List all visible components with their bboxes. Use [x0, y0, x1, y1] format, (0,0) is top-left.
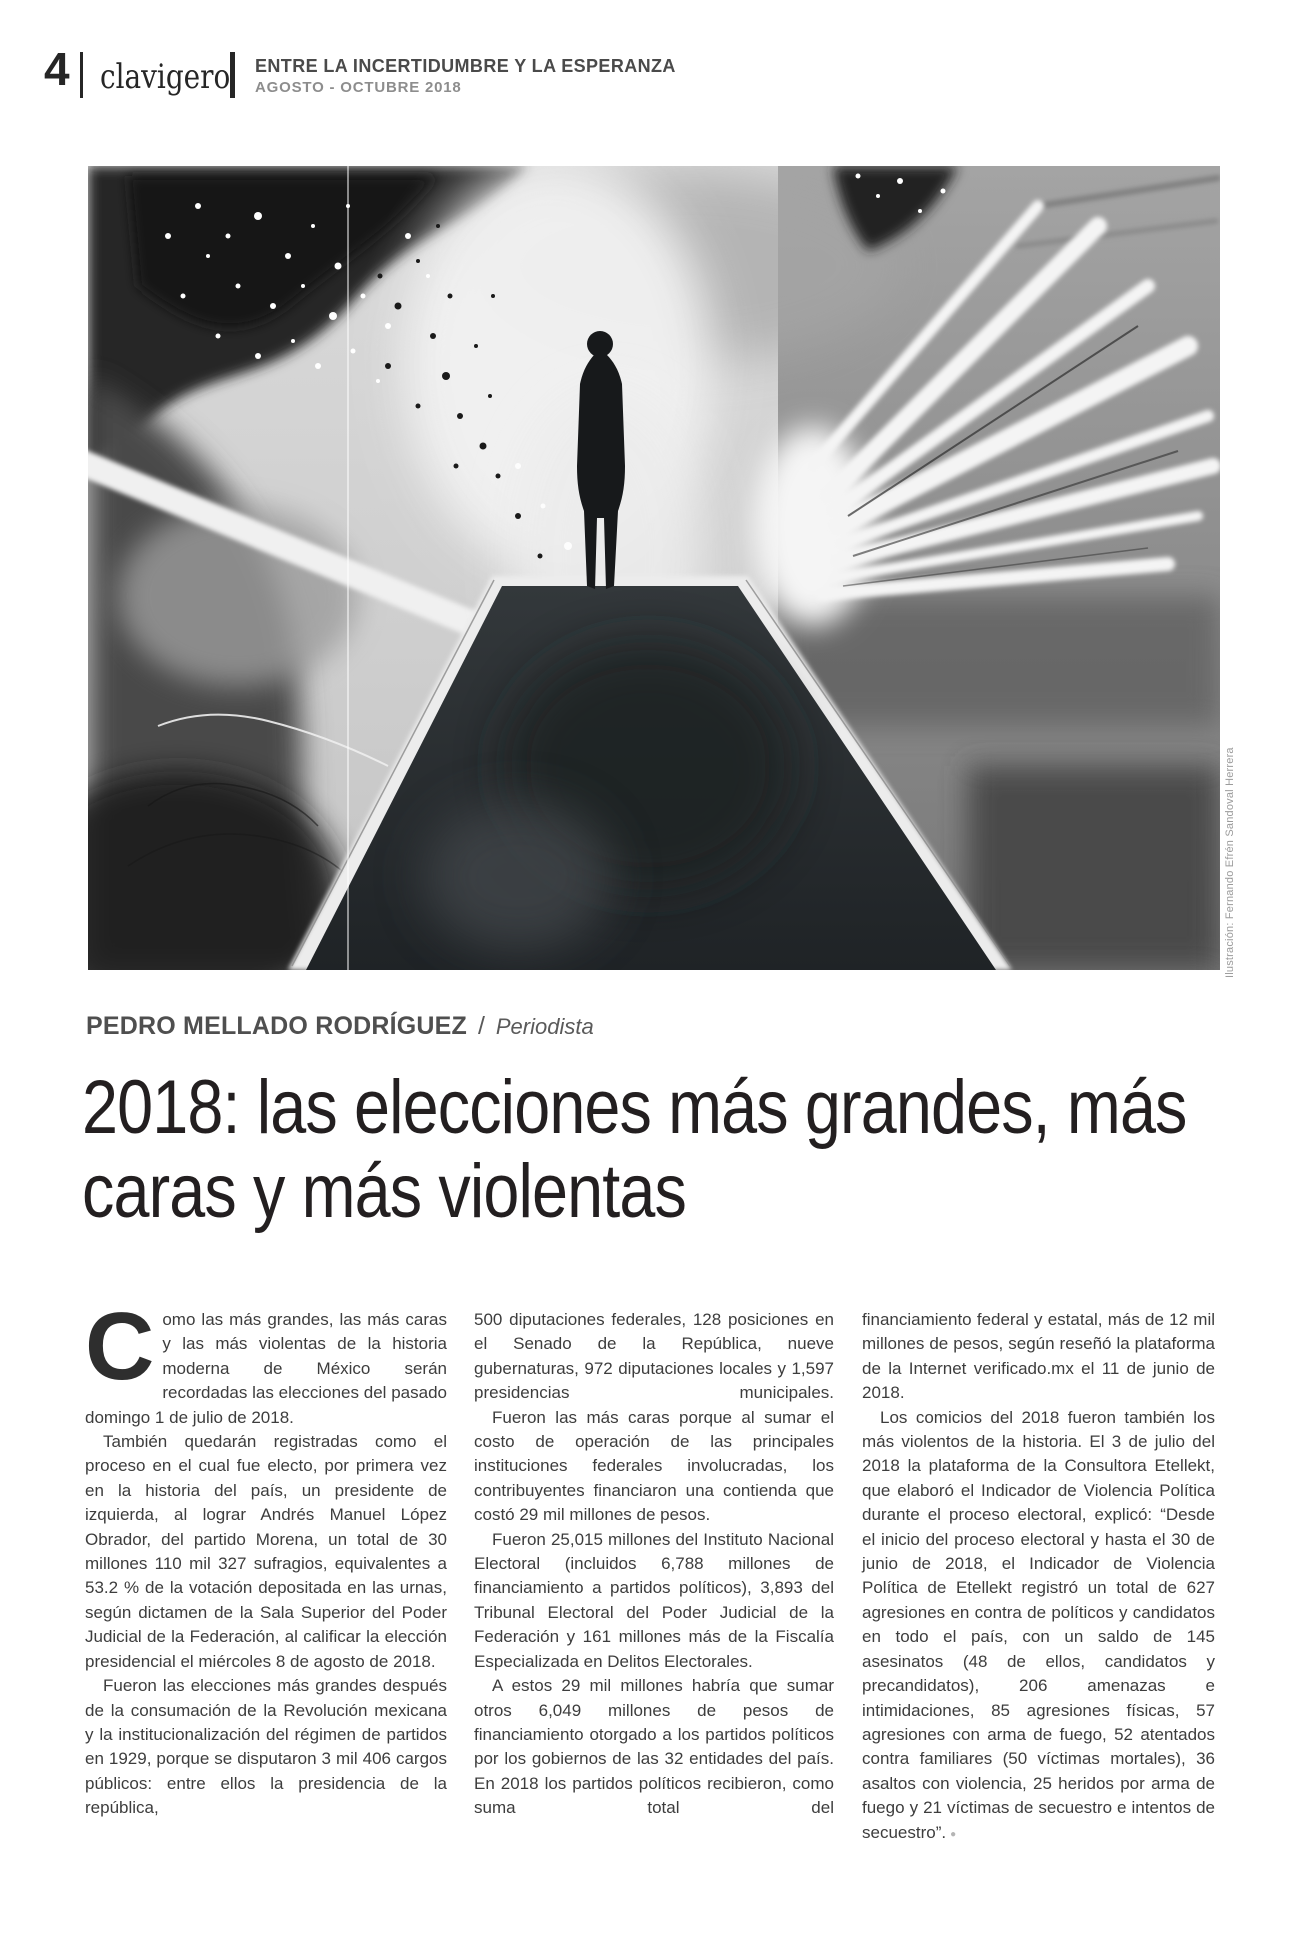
byline-author: PEDRO MELLADO RODRÍGUEZ [86, 1012, 467, 1040]
article-column-3 [862, 1308, 1215, 1847]
illustration-credit: Ilustración: Fernando Efrén Sandoval Herrera [1224, 747, 1236, 978]
issue-period: AGOSTO - OCTUBRE 2018 [255, 79, 462, 96]
article-column-1 [85, 1293, 447, 1821]
paragraph: Fueron las más caras porque al sumar el costo de operación de las principales instituciones federales involucradas, los contribuyentes financiaron una contienda que costó 29 mil millones de pesos. [474, 1407, 834, 1525]
article-column-2 [474, 1308, 834, 1821]
paragraph: Fueron las elecciones más grandes después de la consumación de la Revolución mexicana y la institucionalización del régimen de partidos en 1929, porque se disputaron 3 mil 406 cargos públicos: entre ellos la presidencia de la república, [85, 1676, 447, 1818]
paragraph-text: omo las más grandes, las más caras y las más violentas de la historia moderna de México serán recordadas las elecciones del pasado domingo 1 de julio de 2018. [85, 1310, 447, 1427]
byline [86, 1012, 594, 1041]
paragraph: 500 diputaciones federales, 128 posiciones en el Senado de la República, nueve gubernaturas, 972 diputaciones locales y 1,597 presidencias municipales. [474, 1310, 834, 1403]
end-mark: ● [950, 1828, 957, 1840]
header-divider-thick [230, 52, 235, 98]
paragraph: financiamiento federal y estatal, más de 12 mil millones de pesos, según reseñó la plataforma de la Internet verificado.mx el 11 de junio de 2018. [862, 1310, 1215, 1403]
watercolor-illustration [88, 166, 1220, 970]
paragraph: Fueron 25,015 millones del Instituto Nacional Electoral (incluidos 6,788 millones de financiamiento a partidos políticos), 3,893 del Tribunal Electoral del Poder Judicial de la Federación y 161 millones más de la Fiscalía Especializada en Delitos Electorales. [474, 1529, 834, 1671]
byline-role: Periodista [495, 1014, 594, 1039]
magazine-brand: clavigero [100, 57, 231, 97]
paragraph [862, 1406, 1215, 1847]
paragraph [85, 1293, 447, 1430]
fold-line [347, 166, 349, 970]
header-divider-thin [80, 52, 83, 98]
issue-title: ENTRE LA INCERTIDUMBRE Y LA ESPERANZA [255, 56, 676, 76]
page-number: 4 [44, 43, 70, 95]
byline-separator: / [477, 1012, 485, 1040]
drop-cap: C [85, 1293, 155, 1400]
paragraph: A estos 29 mil millones habría que sumar otros 6,049 millones de pesos de financiamiento otorgado a los partidos políticos por los gobiernos de las 32 entidades del país. En 2018 los partidos políticos recibieron, como suma total del [474, 1676, 834, 1818]
paragraph-text: Los comicios del 2018 fueron también los más violentos de la historia. El 3 de julio del 2018 la plataforma de la Consultora Etellekt, que elaboró el Indicador de Violencia Política durante el proceso electoral, explicó: “Desde el inicio del proceso electoral y hasta el 30 de junio de 2018, el Indicador de Violencia Política de Etellekt registró un total de 627 agresiones en contra de políticos y candidatos en todo el país, con un saldo de 145 asesinatos (48 de ellos, candidatos y precandidatos), 206 amenazas e intimidaciones, 85 agresiones físicas, 57 agresiones con arma de fuego, 52 atentados contra familiares (50 víctimas mortales), 36 asaltos con violencia, 25 heridos por arma de fuego y 21 víctimas de secuestro e intentos de secuestro”. [862, 1407, 1215, 1842]
article-illustration [88, 166, 1220, 970]
article-headline: 2018: las elecciones más grandes, más caras y más violentas [82, 1065, 1187, 1234]
paragraph: También quedarán registradas como el proceso en el cual fue electo, por primera vez en la historia del país, un presidente de izquierda, al lograr Andrés Manuel López Obrador, del partido Morena, un total de 30 millones 110 mil 327 sufragios, equivalentes a 53.2 % de la votación depositada en las urnas, según dictamen de la Sala Superior del Poder Judicial de la Federación, al calificar la elección presidencial el miércoles 8 de agosto de 2018. [85, 1432, 447, 1671]
